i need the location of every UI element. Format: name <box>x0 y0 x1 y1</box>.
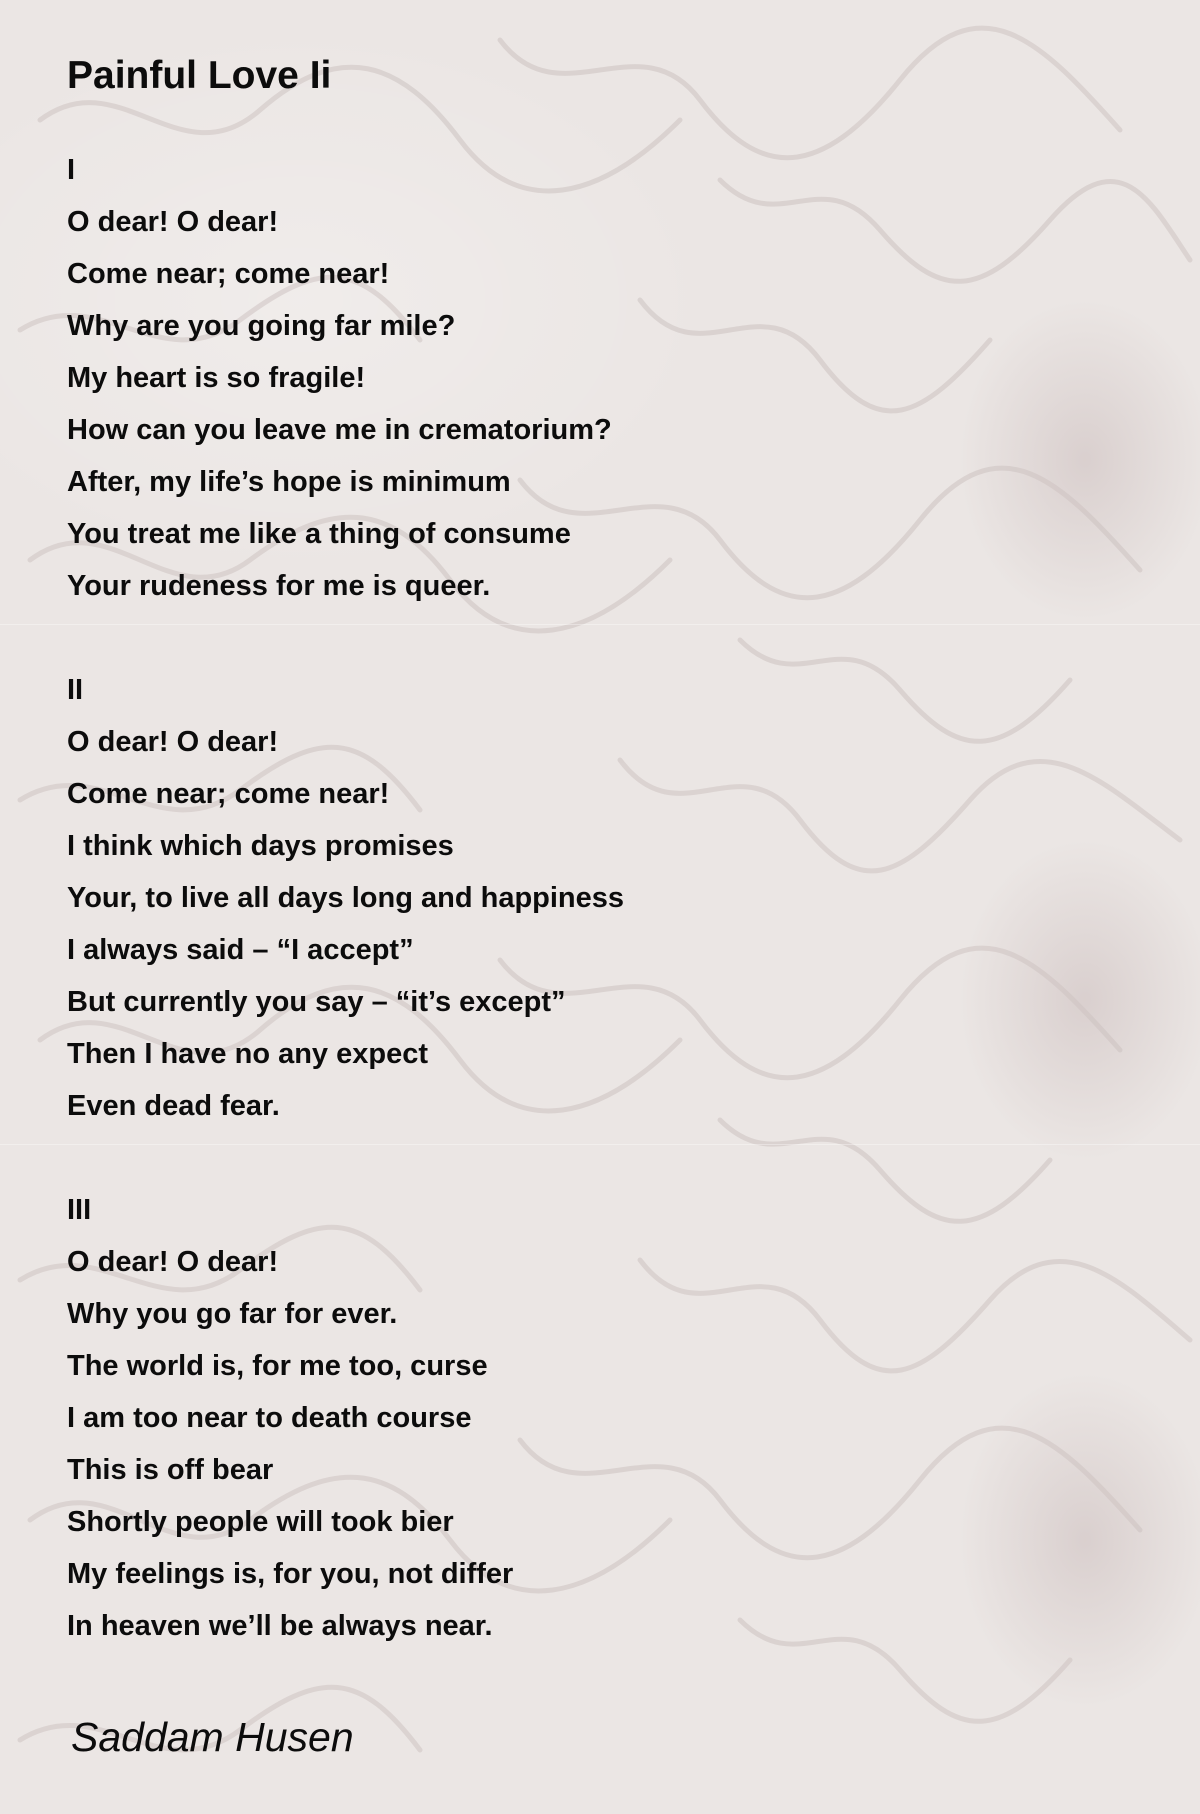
poem-line: O dear! O dear! <box>67 726 279 758</box>
poem-line: Even dead fear. <box>67 1090 280 1122</box>
poem-line: The world is, for me too, curse <box>67 1350 488 1382</box>
poem-line: Come near; come near! <box>67 778 390 810</box>
poem-line: My heart is so fragile! <box>67 362 366 394</box>
poem-line: Shortly people will took bier <box>67 1506 454 1538</box>
poem-line: How can you leave me in crematorium? <box>67 414 612 446</box>
poem-line: After, my life’s hope is minimum <box>67 466 511 498</box>
poem-line: Then I have no any expect <box>67 1038 428 1070</box>
poem-line: In heaven we’ll be always near. <box>67 1610 493 1642</box>
poem-line: Your rudeness for me is queer. <box>67 570 491 602</box>
poem-line: I always said – “I accept” <box>67 934 414 966</box>
poem-line: I think which days promises <box>67 830 454 862</box>
poem-author: Saddam Husen <box>71 1714 354 1760</box>
poem-title: Painful Love Ii <box>67 54 332 97</box>
poem-line: My feelings is, for you, not differ <box>67 1558 514 1590</box>
poem-line: I am too near to death course <box>67 1402 472 1434</box>
poem-line: Why you go far for ever. <box>67 1298 398 1330</box>
stanza-1 <box>67 144 1127 612</box>
poem-line: Your, to live all days long and happiness <box>67 882 625 914</box>
stanza-2 <box>67 664 1127 1132</box>
stanza-numeral: I <box>67 154 76 186</box>
poem-line: You treat me like a thing of consume <box>67 518 571 550</box>
poem-line: O dear! O dear! <box>67 206 279 238</box>
poem-line: This is off bear <box>67 1454 274 1486</box>
stanza-numeral: III <box>67 1194 92 1226</box>
stanza-numeral: II <box>67 674 84 706</box>
poem-line: Come near; come near! <box>67 258 390 290</box>
poem-line: O dear! O dear! <box>67 1246 279 1278</box>
poem-line: Why are you going far mile? <box>67 310 456 342</box>
poem-line: But currently you say – “it’s except” <box>67 986 566 1018</box>
stanza-3 <box>67 1184 1127 1652</box>
poem-body <box>67 52 1127 1704</box>
